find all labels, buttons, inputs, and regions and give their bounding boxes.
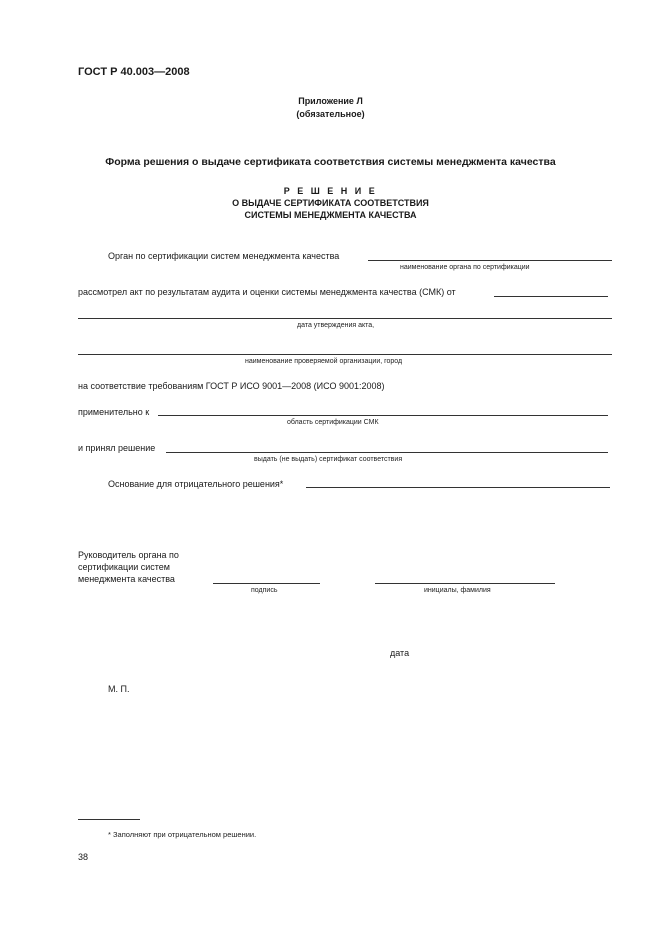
footnote: * Заполняют при отрицательном решении. — [108, 830, 257, 839]
head-title-line-3: менеджмента качества — [78, 574, 175, 584]
decision-field[interactable] — [166, 452, 608, 453]
certification-body-field[interactable] — [368, 260, 612, 261]
organization-caption: наименование проверяемой организации, город — [245, 358, 403, 365]
name-field[interactable] — [375, 583, 555, 584]
decision-heading: Р Е Ш Е Н И Е — [283, 186, 378, 196]
seal-place: М. П. — [108, 684, 130, 694]
audit-act-date-field[interactable] — [494, 296, 608, 297]
standard-designation: ГОСТ Р 40.003—2008 — [78, 66, 190, 78]
date-label: дата — [390, 648, 410, 658]
compliance-text: на соответствие требованиям ГОСТ Р ИСО 9001—2008 (ИСО 9001:2008) — [78, 381, 385, 391]
head-title-line-1: Руководитель органа по — [78, 550, 179, 560]
certification-body-label: Орган по сертификации систем менеджмента качества — [108, 251, 340, 261]
signature-field[interactable] — [213, 583, 320, 584]
signature-caption: подпись — [251, 587, 278, 594]
negative-reason-field[interactable] — [306, 487, 610, 488]
name-caption: инициалы, фамилия — [424, 587, 491, 594]
footnote-separator — [78, 819, 140, 820]
negative-reason-label: Основание для отрицательного решения* — [108, 479, 284, 489]
audit-act-label: рассмотрел акт по результатам аудита и оценки системы менеджмента качества (СМК) от — [78, 287, 456, 297]
decision-caption: выдать (не выдать) сертификат соответствия — [254, 456, 403, 463]
scope-caption: область сертификации СМК — [287, 419, 379, 426]
act-approval-date-caption: дата утверждения акта, — [297, 322, 375, 329]
head-title-line-2: сертификации систем — [78, 562, 170, 572]
decision-subheading-2: СИСТЕМЫ МЕНЕДЖМЕНТА КАЧЕСТВА — [244, 210, 417, 220]
scope-field[interactable] — [158, 415, 608, 416]
appendix-title: Приложение Л — [298, 96, 363, 106]
organization-field[interactable] — [78, 354, 612, 355]
form-title: Форма решения о выдаче сертификата соответствия системы менеджмента качества — [105, 156, 556, 168]
decision-subheading-1: О ВЫДАЧЕ СЕРТИФИКАТА СООТВЕТСТВИЯ — [232, 198, 429, 208]
page-number: 38 — [78, 852, 89, 862]
act-approval-date-field[interactable] — [78, 318, 612, 319]
scope-label: применительно к — [78, 407, 150, 417]
decision-label: и принял решение — [78, 443, 156, 453]
certification-body-caption: наименование органа по сертификации — [400, 264, 530, 271]
appendix-status: (обязательное) — [296, 109, 365, 119]
